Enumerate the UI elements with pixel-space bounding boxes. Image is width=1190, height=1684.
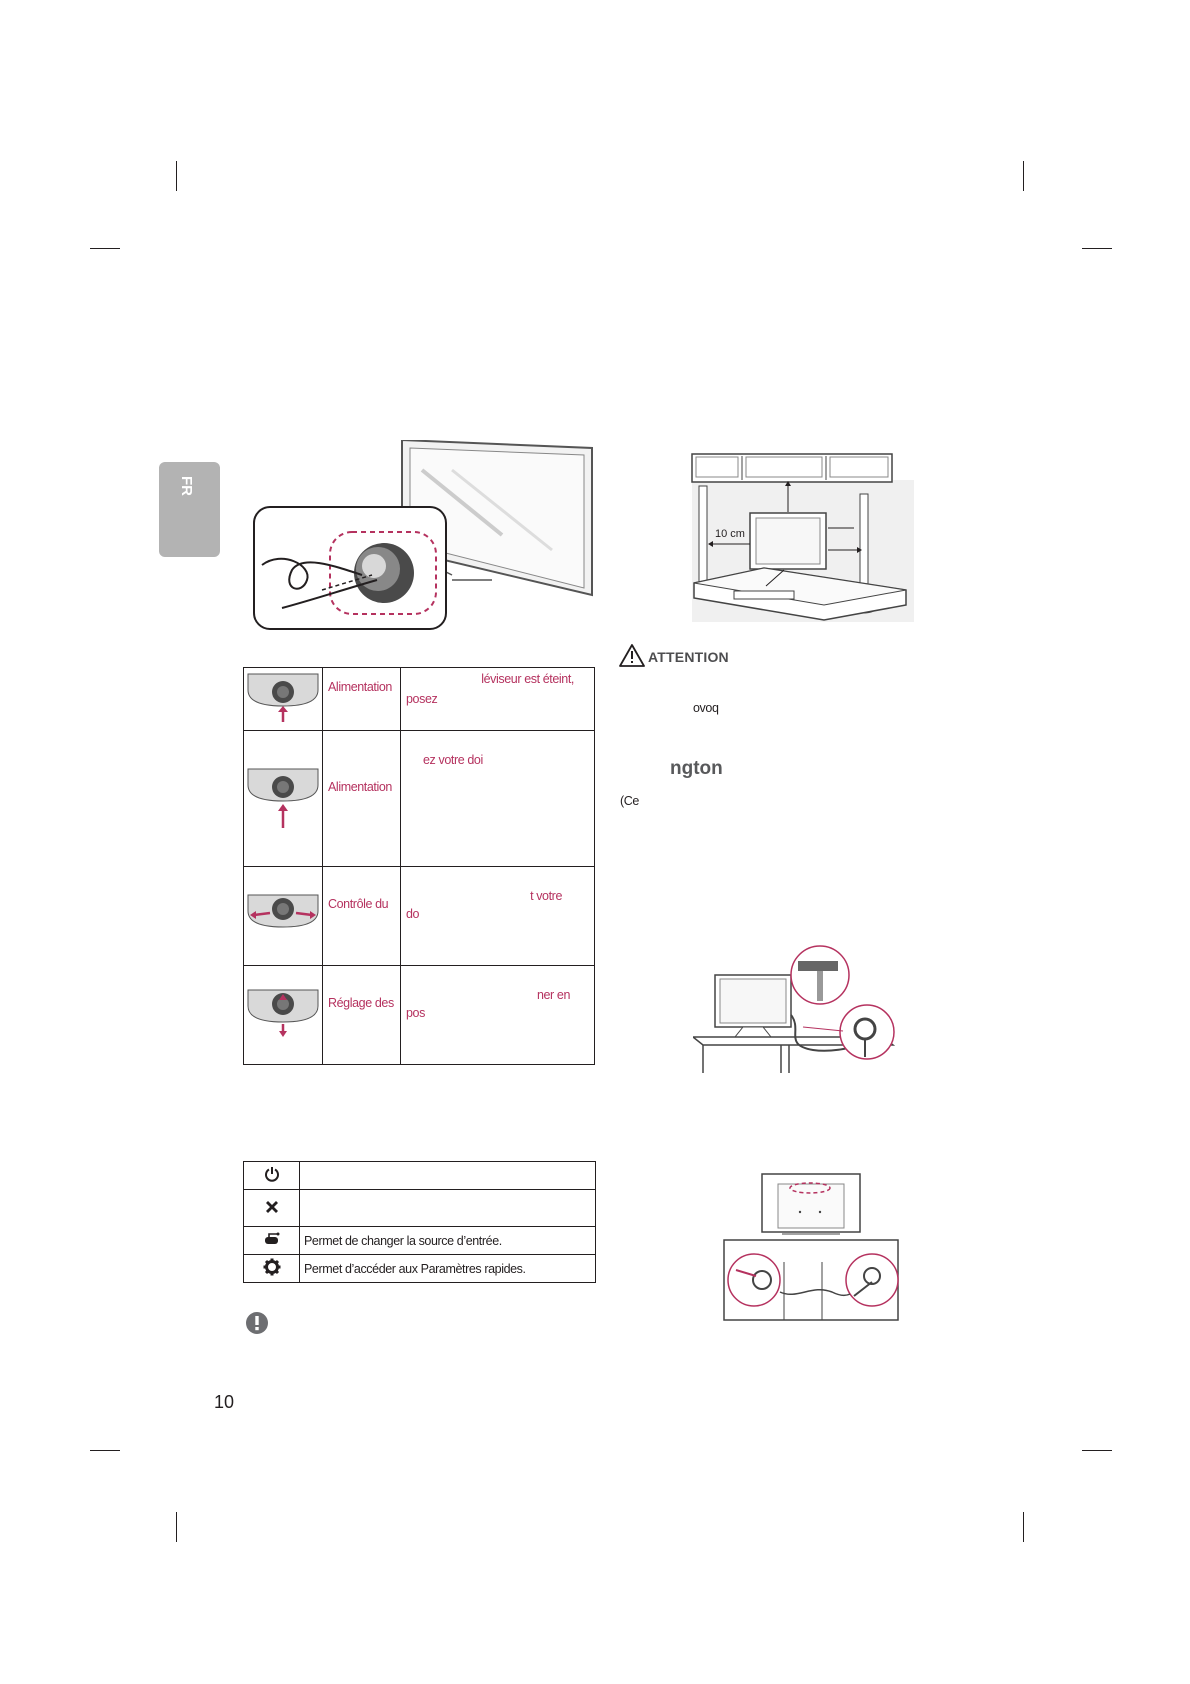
menu-description: Permet d’accéder aux Paramètres rapides. xyxy=(300,1255,596,1283)
control-description: ner en xyxy=(536,988,570,1002)
control-description: do xyxy=(406,907,420,921)
control-description: posez xyxy=(406,692,438,706)
table-row xyxy=(244,966,595,1065)
joystick-icon-cell xyxy=(244,668,323,731)
table-row xyxy=(244,1162,596,1190)
crop-mark xyxy=(90,248,120,249)
control-label: Alimentation xyxy=(328,680,392,694)
menu-functions-table xyxy=(243,1161,596,1283)
kensington-title: ngton xyxy=(670,758,723,779)
note-icon xyxy=(245,1311,269,1335)
menu-description xyxy=(300,1162,596,1190)
settings-icon xyxy=(263,1258,281,1276)
tv-joystick-illustration xyxy=(252,440,597,635)
table-row xyxy=(244,867,595,966)
kensington-lock-rear-illustration xyxy=(722,1172,902,1322)
language-tab-label: FR xyxy=(178,476,195,496)
kensington-lock-illustration xyxy=(693,945,898,1075)
crop-mark xyxy=(1082,1450,1112,1451)
power-icon xyxy=(264,1166,280,1182)
crop-mark xyxy=(90,1450,120,1451)
menu-description xyxy=(300,1190,596,1227)
control-description: t votre xyxy=(530,889,562,903)
joystick-channel-icon xyxy=(244,966,322,1059)
input-icon xyxy=(263,1232,281,1246)
control-description: pos xyxy=(406,1006,425,1020)
control-description: ez votre doi xyxy=(423,753,483,767)
warning-icon xyxy=(619,644,645,667)
distance-label: 10 cm xyxy=(715,528,745,540)
crop-mark xyxy=(1082,248,1112,249)
control-label: Réglage des xyxy=(328,996,394,1010)
joystick-volume-icon xyxy=(244,867,322,960)
crop-mark xyxy=(176,161,177,191)
caution-text-fragment: ovoq xyxy=(693,701,719,715)
crop-mark xyxy=(176,1512,177,1542)
control-description: léviseur est éteint, xyxy=(481,672,574,686)
crop-mark xyxy=(1023,161,1024,191)
caution-title: ATTENTION xyxy=(648,649,729,665)
table-row xyxy=(244,731,595,867)
joystick-power-icon xyxy=(244,668,322,725)
table-row xyxy=(244,1227,596,1255)
joystick-functions-table xyxy=(243,667,595,1065)
crop-mark xyxy=(1023,1512,1024,1542)
page-number: 10 xyxy=(214,1392,235,1412)
control-label: Alimentation xyxy=(328,780,392,794)
joystick-power-long-icon xyxy=(244,731,322,861)
table-row xyxy=(244,1255,596,1283)
table-row xyxy=(244,1190,596,1227)
control-label: Contrôle du xyxy=(328,897,389,911)
language-tab xyxy=(159,462,220,557)
close-icon xyxy=(265,1200,279,1214)
kensington-note: (Ce xyxy=(620,794,639,808)
table-row xyxy=(244,668,595,731)
ventilation-clearance-diagram xyxy=(684,440,924,622)
menu-description: Permet de changer la source d’entrée. xyxy=(300,1227,596,1255)
